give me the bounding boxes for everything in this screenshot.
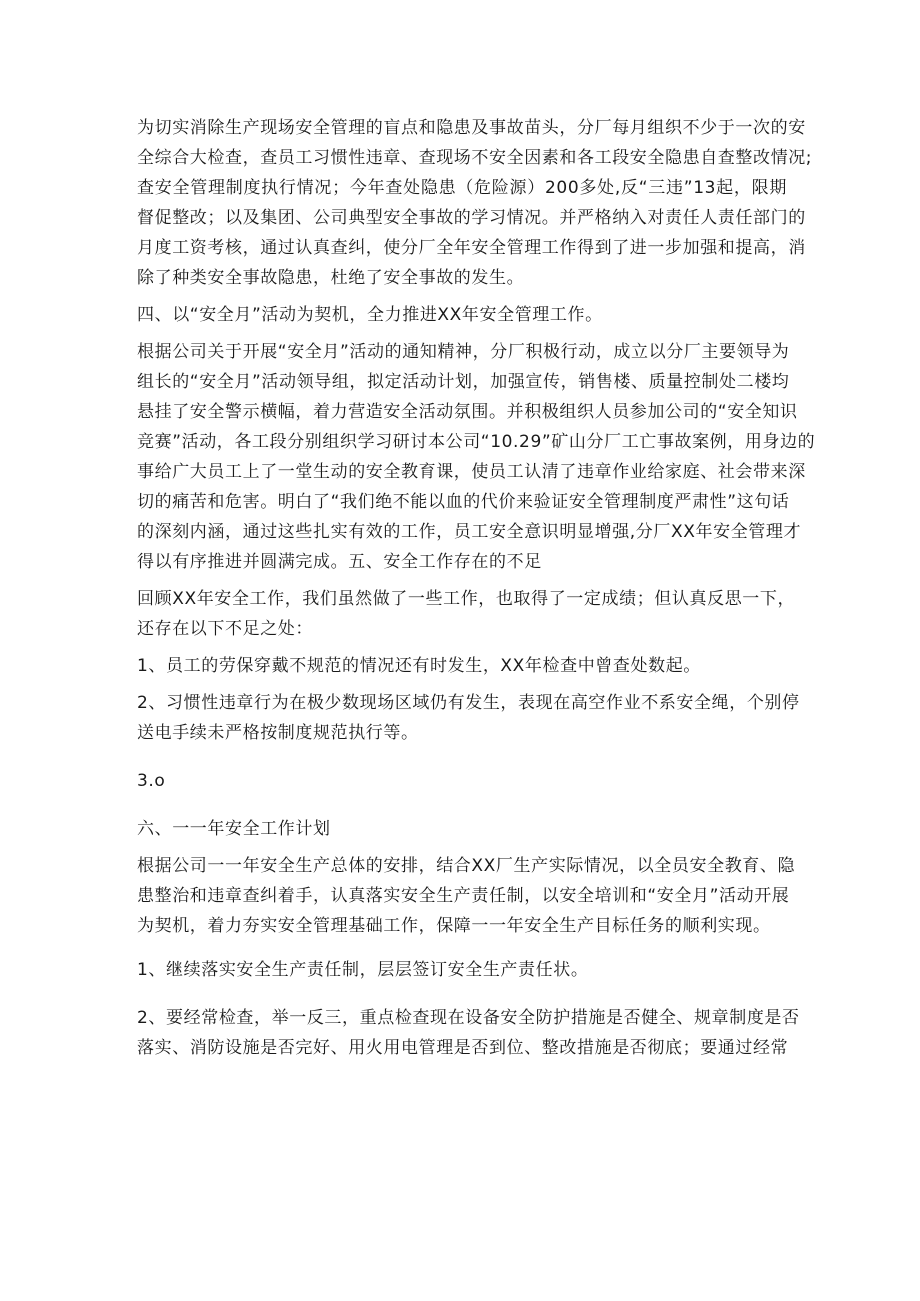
text-line: 除了种类安全事故隐患，杜绝了安全事故的发生。 <box>137 268 525 288</box>
list-item-3: 3.o <box>137 771 166 791</box>
paragraph-safety-month <box>137 337 816 577</box>
plan-item-2 <box>137 1003 800 1063</box>
text-line: 患整治和违章查纠着手，认真落实安全生产责任制，以安全培训和“安全月”活动开展 <box>137 886 790 906</box>
section-heading-6: 六、一一年安全工作计划 <box>137 819 331 839</box>
text-line: 的深刻内涵，通过这些扎实有效的工作，员工安全意识明显增强,分厂XX年安全管理才 <box>137 522 802 542</box>
text-line: 根据公司一一年安全生产总体的安排，结合XX厂生产实际情况，以全员安全教育、隐 <box>137 856 796 876</box>
text-line: 督促整改；以及集团、公司典型安全事故的学习情况。并严格纳入对责任人责任部门的 <box>137 208 806 228</box>
text-line: 回顾XX年安全工作，我们虽然做了一些工作，也取得了一定成绩；但认真反思一下， <box>137 589 796 609</box>
paragraph-plan <box>137 851 796 941</box>
text-line: 落实、消防设施是否完好、用火用电管理是否到位、整改措施是否彻底；要通过经常 <box>137 1038 789 1058</box>
list-item-1: 1、员工的劳保穿戴不规范的情况还有时发生，XX年检查中曾查处数起。 <box>137 656 701 676</box>
text-line: 根据公司关于开展“安全月”活动的通知精神，分厂积极行动，成立以分厂主要领导为 <box>137 342 790 362</box>
document-page <box>137 113 816 1063</box>
paragraph-inspection <box>137 113 813 293</box>
section-heading-4: 四、以“安全月”活动为契机，全力推进XX年安全管理工作。 <box>137 305 603 325</box>
text-line: 组长的“安全月”活动领导组，拟定活动计划，加强宣传，销售楼、质量控制处二楼均 <box>137 372 790 392</box>
text-line: 为切实消除生产现场安全管理的盲点和隐患及事故苗头，分厂每月组织不少于一次的安 <box>137 118 806 138</box>
text-line: 得以有序推进并圆满完成。五、安全工作存在的不足 <box>137 552 542 572</box>
plan-item-1: 1、继续落实安全生产责任制，层层签订安全生产责任状。 <box>137 960 589 980</box>
text-line: 2、要经常检查，举一反三，重点检查现在设备安全防护措施是否健全、规章制度是否 <box>137 1008 800 1028</box>
text-line: 2、习惯性违章行为在极少数现场区域仍有发生，表现在高空作业不系安全绳，个别停 <box>137 693 800 713</box>
text-line: 送电手续未严格按制度规范执行等。 <box>137 723 419 743</box>
list-item-2 <box>137 688 800 748</box>
text-line: 月度工资考核，通过认真查纠，使分厂全年安全管理工作得到了进一步加强和提高，消 <box>137 238 806 258</box>
text-line: 还存在以下不足之处： <box>137 619 313 639</box>
text-line: 事给广大员工上了一堂生动的安全教育课，使员工认清了违章作业给家庭、社会带来深 <box>137 462 806 482</box>
text-line: 悬挂了安全警示横幅，着力营造安全活动氛围。并积极组织人员参加公司的“安全知识 <box>137 402 798 422</box>
text-line: 为契机，着力夯实安全管理基础工作，保障一一年安全生产目标任务的顺利实现。 <box>137 916 771 936</box>
paragraph-review <box>137 584 796 644</box>
text-line: 全综合大检查，查员工习惯性违章、查现场不安全因素和各工段安全隐患自查整改情况; <box>137 148 813 168</box>
text-line: 竞赛”活动，各工段分别组织学习研讨本公司“10.29”矿山分厂工亡事故案例，用身边的 <box>137 432 816 452</box>
text-line: 切的痛苦和危害。明白了“我们绝不能以血的代价来验证安全管理制度严肃性”这句话 <box>137 492 790 512</box>
text-line: 查安全管理制度执行情况；今年查处隐患（危险源）200多处,反“三违”13起，限期 <box>137 178 787 198</box>
